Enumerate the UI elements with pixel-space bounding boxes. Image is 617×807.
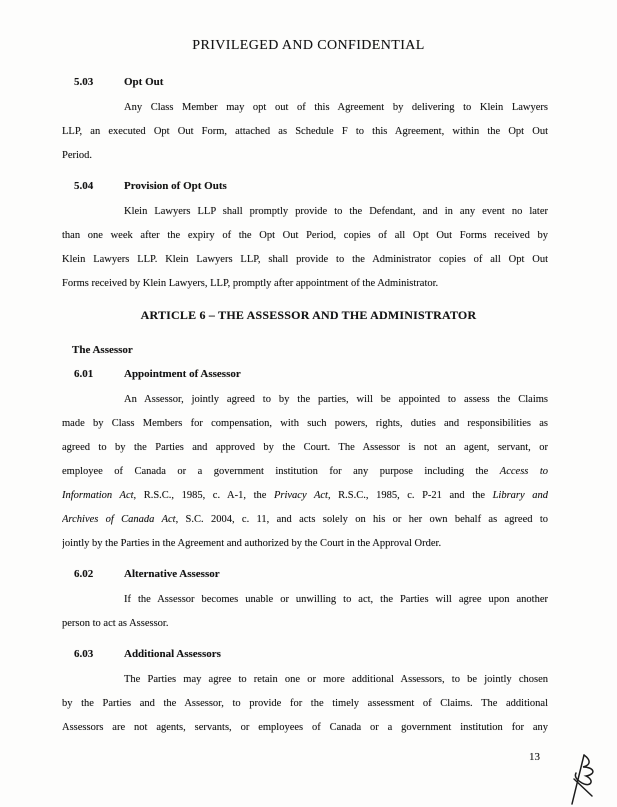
paragraph-opt-out <box>62 96 548 168</box>
paragraph-alternative-assessor <box>62 588 548 636</box>
classification-header: PRIVILEGED AND CONFIDENTIAL <box>192 38 425 53</box>
text-line: person to act as Assessor. <box>62 618 169 629</box>
text-line: Klein Lawyers LLP. Klein Lawyers LLP, shall provide to the Administrator copies of all Opt Out <box>62 254 548 265</box>
section-number: 6.03 <box>74 648 94 660</box>
article-6-heading: ARTICLE 6 – THE ASSESSOR AND THE ADMINISTRATOR <box>140 308 477 322</box>
text-line: If the Assessor becomes unable or unwilling to act, the Parties will agree upon another <box>124 594 548 605</box>
section-title: Appointment of Assessor <box>124 368 241 380</box>
section-heading-5-04 <box>74 178 227 194</box>
text-line: agreed to by the Parties and approved by the Court. The Assessor is not an agent, servant, or <box>62 442 548 453</box>
subheading-the-assessor: The Assessor <box>72 344 133 356</box>
text-line: An Assessor, jointly agreed to by the parties, will be appointed to assess the Claims <box>124 394 548 405</box>
paragraph-appointment-of-assessor <box>62 388 548 556</box>
section-title: Alternative Assessor <box>124 568 220 580</box>
section-heading-6-02 <box>74 566 220 582</box>
paragraph-provision-of-opt-outs <box>62 200 548 296</box>
section-title: Additional Assessors <box>124 648 221 660</box>
handwritten-initials <box>558 752 604 807</box>
section-heading-6-01 <box>74 366 241 382</box>
text-line: made by Class Members for compensation, with such powers, rights, duties and responsibilities as <box>62 418 548 429</box>
text-line: Information Act, R.S.C., 1985, c. A-1, the Privacy Act, R.S.C., 1985, c. P-21 and the Library and <box>62 490 548 501</box>
text-line: LLP, an executed Opt Out Form, attached as Schedule F to this Agreement, within the Opt Out <box>62 126 548 137</box>
section-heading-6-03 <box>74 646 221 662</box>
section-number: 5.04 <box>74 180 94 192</box>
text-line: The Parties may agree to retain one or more additional Assessors, to be jointly chosen <box>124 674 548 685</box>
text-line: than one week after the expiry of the Opt Out Period, copies of all Opt Out Forms received by <box>62 230 548 241</box>
paragraph-additional-assessors <box>62 668 548 740</box>
initials-icon <box>558 752 604 807</box>
section-title: Provision of Opt Outs <box>124 180 227 192</box>
text-line: Forms received by Klein Lawyers, LLP, promptly after appointment of the Administrator. <box>62 278 439 289</box>
text-line: Any Class Member may opt out of this Agreement by delivering to Klein Lawyers <box>124 102 548 113</box>
page-number: 13 <box>529 751 540 763</box>
section-title: Opt Out <box>124 76 164 88</box>
text-line: Archives of Canada Act, S.C. 2004, c. 11, and acts solely on his or her own behalf as agreed to <box>62 514 548 525</box>
text-line: jointly by the Parties in the Agreement and authorized by the Court in the Approval Order. <box>62 538 442 549</box>
text-line: Klein Lawyers LLP shall promptly provide to the Defendant, and in any event no later <box>124 206 548 217</box>
text-line: Period. <box>62 150 93 161</box>
text-line: employee of Canada or a government institution for any purpose including the Access to <box>62 466 548 477</box>
text-line: by the Parties and the Assessor, to provide for the timely assessment of Claims. The additional <box>62 698 548 709</box>
section-number: 5.03 <box>74 76 94 88</box>
text-line: Assessors are not agents, servants, or employees of Canada or a government institution for any <box>62 722 548 733</box>
section-number: 6.01 <box>74 368 94 380</box>
section-heading-5-03 <box>74 74 163 90</box>
section-number: 6.02 <box>74 568 94 580</box>
